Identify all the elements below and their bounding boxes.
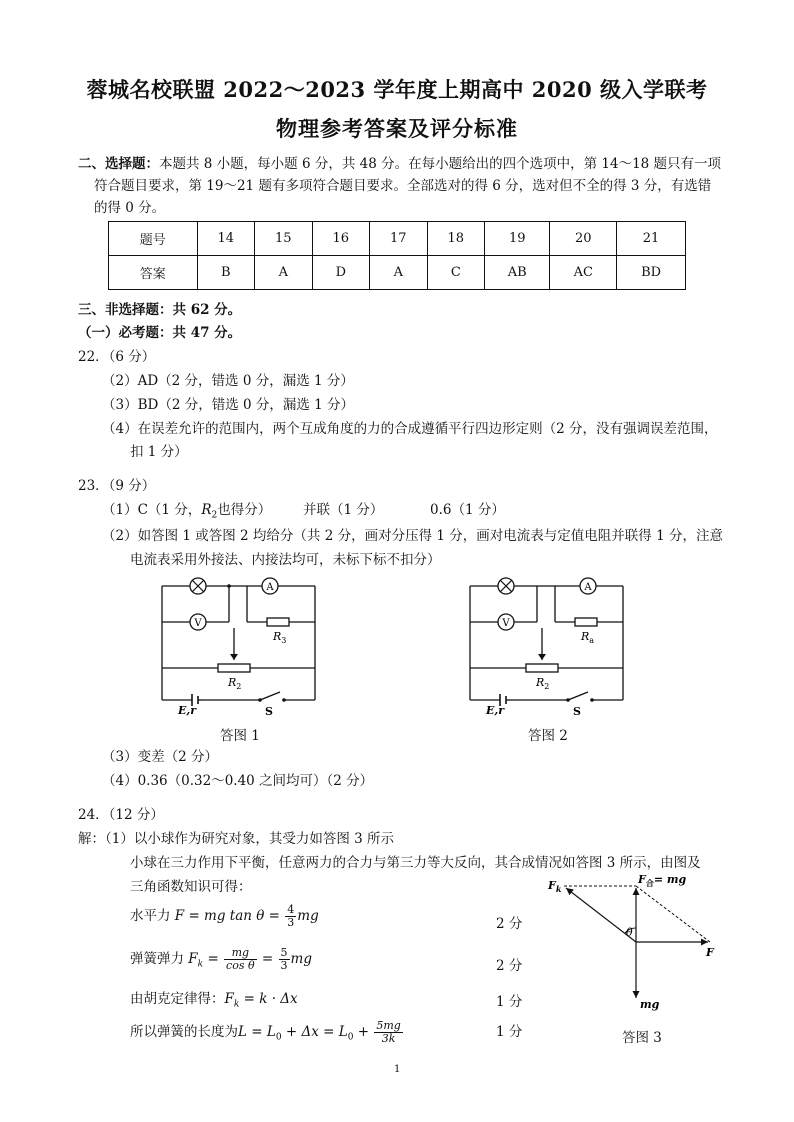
question-number: 14 (197, 222, 255, 256)
question-number: 18 (427, 222, 485, 256)
section2-heading: 二、选择题： (78, 156, 159, 172)
f-label: F (706, 946, 714, 959)
equation-horizontal-force (130, 904, 319, 929)
q23-part3: （3）变差（2 分） (102, 749, 218, 765)
switch-icon (260, 692, 280, 700)
eq2-label: 弹簧弹力 (130, 951, 184, 967)
eq4-label: 所以弹簧的长度为 (130, 1024, 238, 1040)
answer-table (108, 221, 686, 290)
r2-label: $R_2$ (228, 676, 242, 691)
eq1-score: 2 分 (496, 916, 523, 932)
eq4-score: 1 分 (496, 1024, 523, 1040)
q24-title: 24．（12 分） (78, 807, 164, 823)
fig3-caption: 答图 3 (622, 1030, 662, 1046)
section2-line2: 符合题目要求，第 19～21 题有多项符合题目要求。全部选对的得 6 分，选对但不全的得 3 分，有选错 (94, 178, 712, 194)
equation-spring-length (130, 1020, 404, 1047)
answer-cell: A (255, 256, 313, 290)
table-header-label: 题号 (109, 222, 198, 256)
fk-label: $F_k$ (548, 879, 562, 894)
document-subtitle: 物理参考答案及评分标准 (276, 116, 518, 141)
table-row-questions (109, 222, 686, 256)
lamp-icon (498, 578, 514, 594)
table-answer-label: 答案 (109, 256, 198, 290)
q22-part2: （2）AD（2 分，错选 0 分，漏选 1 分） (102, 373, 354, 389)
eq2-eq2: = (261, 951, 274, 967)
voltmeter-label: V (194, 618, 202, 629)
q24-part1: 解：（1）以小球作为研究对象，其受力如答图 3 所示 (78, 831, 395, 847)
ammeter-label: A (584, 582, 592, 593)
emf-label: E,r (486, 704, 505, 717)
answer-cell: AC (550, 256, 617, 290)
eq2-lhs: F (188, 951, 198, 967)
eq3-sub: k (233, 999, 240, 1010)
eq4-expr: L = L (238, 1024, 276, 1040)
lamp-icon (190, 578, 206, 594)
mg-label: mg (640, 998, 660, 1011)
question-number: 20 (550, 222, 617, 256)
eq4-mid: + Δx = L (285, 1024, 348, 1040)
section2-line1 (78, 155, 721, 173)
equation-hooke (130, 990, 298, 1014)
q23-part1-value: 0.6（1 分） (430, 502, 505, 518)
q23-part1-a: （1）C（1 分， (102, 502, 202, 518)
switch-label: S (265, 705, 273, 718)
fig2-caption: 答图 2 (528, 728, 568, 744)
eq3-score: 1 分 (496, 994, 523, 1010)
q24-explain-line1: 小球在三力作用下平衡，任意两力的合力与第三力等大反向，其合成情况如答图 3 所示，由图及 (130, 855, 701, 871)
eq3-rhs: = k · Δx (243, 991, 298, 1007)
answer-cell: A (370, 256, 428, 290)
r2-label: $R_2$ (536, 676, 550, 691)
rheostat-r2 (218, 664, 250, 672)
section2-line3: 的得 0 分。 (94, 200, 166, 216)
force-diagram-3 (540, 866, 730, 1014)
q24-explain-line2: 三角函数知识可得： (130, 879, 252, 895)
table-row-answers (109, 256, 686, 290)
q23-part1-b: 也得分） (217, 502, 272, 518)
q23-part2-line1: （2）如答图 1 或答图 2 均给分（共 2 分，画对分压得 1 分，画对电流表与定值电阻并联得 1 分，注意 (102, 528, 723, 544)
eq2-eq: = (207, 951, 219, 967)
eq4-sub0: 0 (275, 1032, 282, 1043)
voltmeter-label: V (502, 618, 510, 629)
answer-cell: AB (485, 256, 550, 290)
q23-part1-parallel: 并联（1 分） (303, 502, 384, 518)
fhe-label: $F_合=$ mg (638, 873, 687, 888)
section3-heading: 三、非选择题：共 62 分。 (78, 302, 242, 318)
resistor-r3 (575, 618, 597, 626)
q23-part1-sub: 2 (211, 510, 218, 521)
eq3-label: 由胡克定律得： (130, 991, 225, 1007)
answer-cell: C (427, 256, 485, 290)
eq1-label: 水平力 (130, 908, 171, 924)
question-number: 21 (617, 222, 686, 256)
emf-label: E,r (178, 704, 197, 717)
question-number: 16 (312, 222, 370, 256)
eq4-fraction: $\frac{5mg}{3k}$ (376, 1019, 401, 1045)
eq1-lhs: F = mg tan θ = (174, 908, 280, 924)
eq4-sub1: 0 (347, 1032, 354, 1043)
q22-part4-line2: 扣 1 分） (130, 444, 188, 460)
q23-part2-line2: 电流表采用外接法、内接法均可，未标下标不扣分） (130, 552, 441, 568)
resistor-r3 (267, 618, 289, 626)
eq4-plus: + (357, 1024, 370, 1040)
switch-icon (568, 692, 588, 700)
fig1-caption: 答图 1 (220, 728, 260, 744)
section2-intro: 本题共 8 小题，每小题 6 分，共 48 分。在每小题给出的四个选项中，第 14～18 题只有一项 (159, 156, 722, 172)
section3-subheading: （一）必考题：共 47 分。 (78, 325, 242, 341)
switch-label: S (573, 705, 581, 718)
eq2-tail: mg (290, 951, 312, 967)
r3-label: $R_3$ (273, 630, 287, 645)
theta-label: θ (626, 926, 633, 939)
eq2-fraction-2: $\frac{5}{3}$ (280, 946, 288, 972)
q23-title: 23．（9 分） (78, 478, 156, 494)
eq1-tail: mg (297, 908, 319, 924)
q22-title: 22．（6 分） (78, 349, 156, 365)
eq2-fraction-1: $\frac{mg}{\text{cos θ}}$ (226, 946, 255, 972)
circuit-diagram-1 (150, 574, 330, 720)
question-number: 17 (370, 222, 428, 256)
eq2-sub: k (197, 959, 204, 970)
eq3-lhs: F (224, 991, 234, 1007)
ammeter-label: A (266, 582, 274, 593)
answer-cell: BD (617, 256, 686, 290)
circuit-diagram-2 (458, 574, 638, 720)
equation-spring-force (130, 947, 312, 974)
q22-part4-line1: （4）在误差允许的范围内，两个互成角度的力的合成遵循平行四边形定则（2 分，没有强调误差范围， (102, 421, 718, 437)
r3-label: $R_a$ (581, 630, 595, 645)
page-number: 1 (394, 1064, 401, 1075)
eq1-fraction: $\frac{4}{3}$ (287, 903, 295, 929)
question-number: 15 (255, 222, 313, 256)
q22-part3: （3）BD（2 分，错选 0 分，漏选 1 分） (102, 397, 355, 413)
q23-part4: （4）0.36（0.32～0.40 之间均可）（2 分） (102, 773, 374, 789)
answer-cell: D (312, 256, 370, 290)
answer-cell: B (197, 256, 255, 290)
q23-part1-r: R (201, 502, 212, 518)
question-number: 19 (485, 222, 550, 256)
document-title: 蓉城名校联盟 2022～2023 学年度上期高中 2020 级入学联考 (86, 77, 708, 102)
rheostat-r2 (526, 664, 558, 672)
q23-part1 (102, 501, 271, 525)
eq2-score: 2 分 (496, 958, 523, 974)
